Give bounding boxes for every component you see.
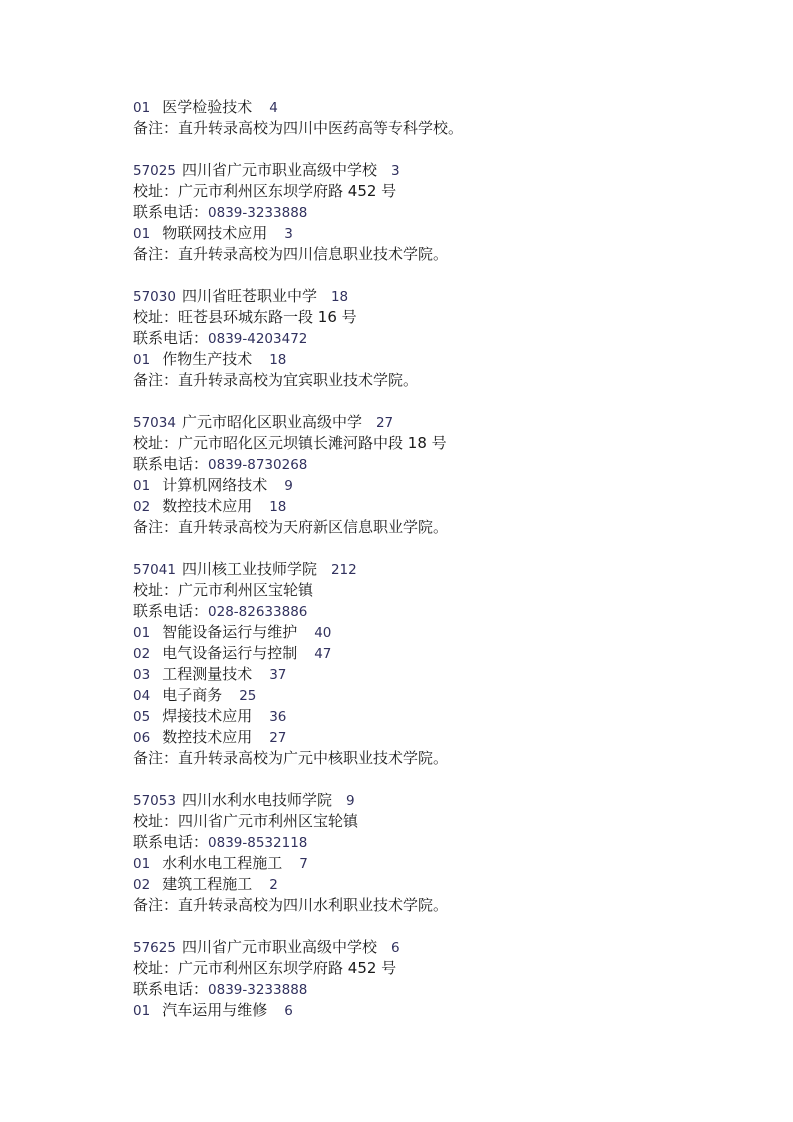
phone-value: 0839-4203472 — [208, 331, 308, 347]
school-note: 备注：直升转录高校为四川信息职业技术学院。 — [133, 245, 449, 263]
major-row — [133, 349, 753, 370]
major-name: 智能设备运行与维护 — [162, 623, 298, 641]
school-address-line — [133, 181, 753, 202]
school-note: 备注：直升转录高校为广元中核职业技术学院。 — [133, 749, 449, 767]
address-value: 广元市昭化区元坝镇长滩河路中段 18 号 — [178, 434, 447, 452]
major-count: 18 — [269, 499, 287, 515]
school-phone-line — [133, 202, 753, 223]
major-row — [133, 643, 753, 664]
school-section-57030 — [133, 286, 753, 391]
major-code: 02 — [133, 877, 151, 893]
document-text-block — [133, 97, 753, 1021]
major-code: 02 — [133, 646, 151, 662]
address-value: 广元市利州区东坝学府路 452 号 — [178, 182, 397, 200]
phone-value: 028-82633886 — [208, 604, 308, 620]
major-count: 7 — [299, 856, 308, 872]
major-name: 焊接技术应用 — [162, 707, 253, 725]
school-note: 备注：直升转录高校为天府新区信息职业学院。 — [133, 518, 449, 536]
school-name: 四川水利水电技师学院 — [181, 791, 332, 809]
school-code: 57034 — [133, 415, 176, 431]
school-name: 四川核工业技师学院 — [181, 560, 317, 578]
phone-label: 联系电话： — [133, 833, 209, 851]
school-phone-line — [133, 454, 753, 475]
school-total-count: 9 — [345, 793, 355, 809]
major-code: 01 — [133, 478, 151, 494]
school-section-57025 — [133, 160, 753, 265]
school-header — [133, 790, 753, 811]
major-code: 04 — [133, 688, 151, 704]
school-address-line — [133, 811, 753, 832]
school-section-57041 — [133, 559, 753, 769]
major-name: 电气设备运行与控制 — [162, 644, 298, 662]
school-total-count: 3 — [390, 163, 400, 179]
major-name: 水利水电工程施工 — [162, 854, 283, 872]
major-row — [133, 475, 753, 496]
major-code: 01 — [133, 856, 151, 872]
school-header — [133, 160, 753, 181]
major-name: 工程测量技术 — [162, 665, 253, 683]
major-row — [133, 874, 753, 895]
address-value: 四川省广元市利州区宝轮镇 — [178, 812, 359, 830]
phone-label: 联系电话： — [133, 980, 209, 998]
phone-value: 0839-8730268 — [208, 457, 308, 473]
major-name: 作物生产技术 — [162, 350, 253, 368]
major-code: 01 — [133, 1003, 151, 1019]
school-section-57053 — [133, 790, 753, 916]
school-total-count: 27 — [375, 415, 394, 431]
major-count: 4 — [269, 100, 278, 116]
phone-value: 0839-8532118 — [208, 835, 308, 851]
address-value: 旺苍县环城东路一段 16 号 — [178, 308, 357, 326]
school-header — [133, 559, 753, 580]
major-name: 汽车运用与维修 — [162, 1001, 268, 1019]
major-code: 01 — [133, 352, 151, 368]
major-name: 数控技术应用 — [162, 728, 253, 746]
major-row — [133, 853, 753, 874]
school-phone-line — [133, 328, 753, 349]
major-name: 建筑工程施工 — [162, 875, 253, 893]
address-label: 校址： — [133, 812, 179, 830]
major-count: 36 — [269, 709, 287, 725]
major-name: 数控技术应用 — [162, 497, 253, 515]
major-code: 01 — [133, 100, 151, 116]
major-name: 计算机网络技术 — [162, 476, 268, 494]
school-section-continued — [133, 97, 753, 139]
school-section-57625 — [133, 937, 753, 1021]
major-row — [133, 706, 753, 727]
school-phone-line — [133, 832, 753, 853]
school-header — [133, 937, 753, 958]
major-row — [133, 622, 753, 643]
school-name: 广元市昭化区职业高级中学 — [181, 413, 362, 431]
major-count: 2 — [269, 877, 278, 893]
major-row — [133, 664, 753, 685]
address-value: 广元市利州区东坝学府路 452 号 — [178, 959, 397, 977]
major-row — [133, 727, 753, 748]
major-code: 01 — [133, 625, 151, 641]
major-count: 40 — [314, 625, 332, 641]
major-count: 9 — [284, 478, 293, 494]
school-phone-line — [133, 601, 753, 622]
school-name: 四川省广元市职业高级中学校 — [181, 938, 377, 956]
major-count: 6 — [284, 1003, 293, 1019]
address-label: 校址： — [133, 308, 179, 326]
major-row — [133, 685, 753, 706]
major-code: 06 — [133, 730, 151, 746]
school-code: 57041 — [133, 562, 176, 578]
major-count: 37 — [269, 667, 287, 683]
major-code: 01 — [133, 226, 151, 242]
school-code: 57030 — [133, 289, 176, 305]
school-total-count: 6 — [390, 940, 400, 956]
major-count: 3 — [284, 226, 293, 242]
phone-label: 联系电话： — [133, 329, 209, 347]
school-code: 57625 — [133, 940, 176, 956]
school-address-line — [133, 958, 753, 979]
school-total-count: 212 — [330, 562, 357, 578]
school-total-count: 18 — [330, 289, 349, 305]
phone-value: 0839-3233888 — [208, 205, 308, 221]
school-name: 四川省广元市职业高级中学校 — [181, 161, 377, 179]
address-value: 广元市利州区宝轮镇 — [178, 581, 314, 599]
school-note: 备注：直升转录高校为宜宾职业技术学院。 — [133, 371, 419, 389]
phone-label: 联系电话： — [133, 455, 209, 473]
address-label: 校址： — [133, 581, 179, 599]
school-note: 备注：直升转录高校为四川中医药高等专科学校。 — [133, 119, 464, 137]
address-label: 校址： — [133, 434, 179, 452]
address-label: 校址： — [133, 959, 179, 977]
major-code: 05 — [133, 709, 151, 725]
major-count: 47 — [314, 646, 332, 662]
school-header — [133, 286, 753, 307]
major-row — [133, 97, 753, 118]
school-name: 四川省旺苍职业中学 — [181, 287, 317, 305]
school-phone-line — [133, 979, 753, 1000]
major-row — [133, 496, 753, 517]
major-code: 03 — [133, 667, 151, 683]
school-address-line — [133, 307, 753, 328]
address-label: 校址： — [133, 182, 179, 200]
major-name: 医学检验技术 — [162, 98, 253, 116]
phone-value: 0839-3233888 — [208, 982, 308, 998]
major-row — [133, 1000, 753, 1021]
major-name: 物联网技术应用 — [162, 224, 268, 242]
school-code: 57053 — [133, 793, 176, 809]
school-code: 57025 — [133, 163, 176, 179]
school-address-line — [133, 433, 753, 454]
school-section-57034 — [133, 412, 753, 538]
major-count: 27 — [269, 730, 287, 746]
major-code: 02 — [133, 499, 151, 515]
phone-label: 联系电话： — [133, 602, 209, 620]
major-count: 25 — [239, 688, 257, 704]
phone-label: 联系电话： — [133, 203, 209, 221]
school-note: 备注：直升转录高校为四川水利职业技术学院。 — [133, 896, 449, 914]
major-count: 18 — [269, 352, 287, 368]
major-name: 电子商务 — [162, 686, 223, 704]
school-address-line — [133, 580, 753, 601]
school-header — [133, 412, 753, 433]
major-row — [133, 223, 753, 244]
